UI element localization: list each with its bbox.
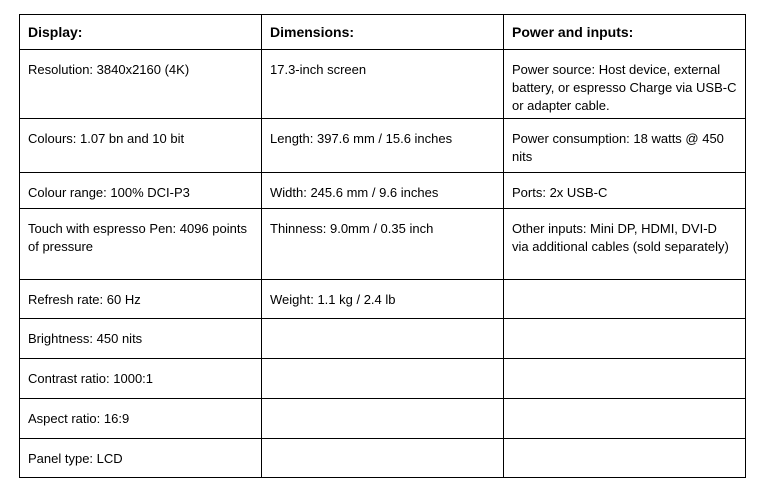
table-row	[20, 359, 746, 399]
dimensions-cell: Thinness: 9.0mm / 0.35 inch	[262, 209, 504, 280]
table-row	[20, 319, 746, 359]
dimensions-cell	[262, 319, 504, 359]
table-row	[20, 119, 746, 173]
power-cell: Ports: 2x USB-C	[504, 173, 746, 209]
table-row	[20, 209, 746, 280]
display-cell: Contrast ratio: 1000:1	[20, 359, 262, 399]
table-header-row	[20, 15, 746, 50]
power-cell: Other inputs: Mini DP, HDMI, DVI-D via additional cables (sold separately)	[504, 209, 746, 280]
dimensions-cell: 17.3-inch screen	[262, 50, 504, 119]
power-cell: Power consumption: 18 watts @ 450 nits	[504, 119, 746, 173]
power-cell	[504, 439, 746, 478]
header-power-and-inputs: Power and inputs:	[504, 15, 746, 50]
display-cell: Touch with espresso Pen: 4096 points of pressure	[20, 209, 262, 280]
power-cell	[504, 399, 746, 439]
header-display: Display:	[20, 15, 262, 50]
display-cell: Panel type: LCD	[20, 439, 262, 478]
power-cell: Power source: Host device, external battery, or espresso Charge via USB-C or adapter cable.	[504, 50, 746, 119]
table-row	[20, 439, 746, 478]
power-cell	[504, 280, 746, 319]
table-row	[20, 280, 746, 319]
spec-table	[19, 14, 746, 478]
display-cell: Colours: 1.07 bn and 10 bit	[20, 119, 262, 173]
power-cell	[504, 319, 746, 359]
display-cell: Brightness: 450 nits	[20, 319, 262, 359]
dimensions-cell: Width: 245.6 mm / 9.6 inches	[262, 173, 504, 209]
table-row	[20, 50, 746, 119]
display-cell: Resolution: 3840x2160 (4K)	[20, 50, 262, 119]
dimensions-cell: Length: 397.6 mm / 15.6 inches	[262, 119, 504, 173]
display-cell: Refresh rate: 60 Hz	[20, 280, 262, 319]
dimensions-cell	[262, 399, 504, 439]
dimensions-cell	[262, 359, 504, 399]
display-cell: Aspect ratio: 16:9	[20, 399, 262, 439]
display-cell: Colour range: 100% DCI-P3	[20, 173, 262, 209]
power-cell	[504, 359, 746, 399]
table-row	[20, 399, 746, 439]
dimensions-cell	[262, 439, 504, 478]
header-dimensions: Dimensions:	[262, 15, 504, 50]
table-row	[20, 173, 746, 209]
dimensions-cell: Weight: 1.1 kg / 2.4 lb	[262, 280, 504, 319]
